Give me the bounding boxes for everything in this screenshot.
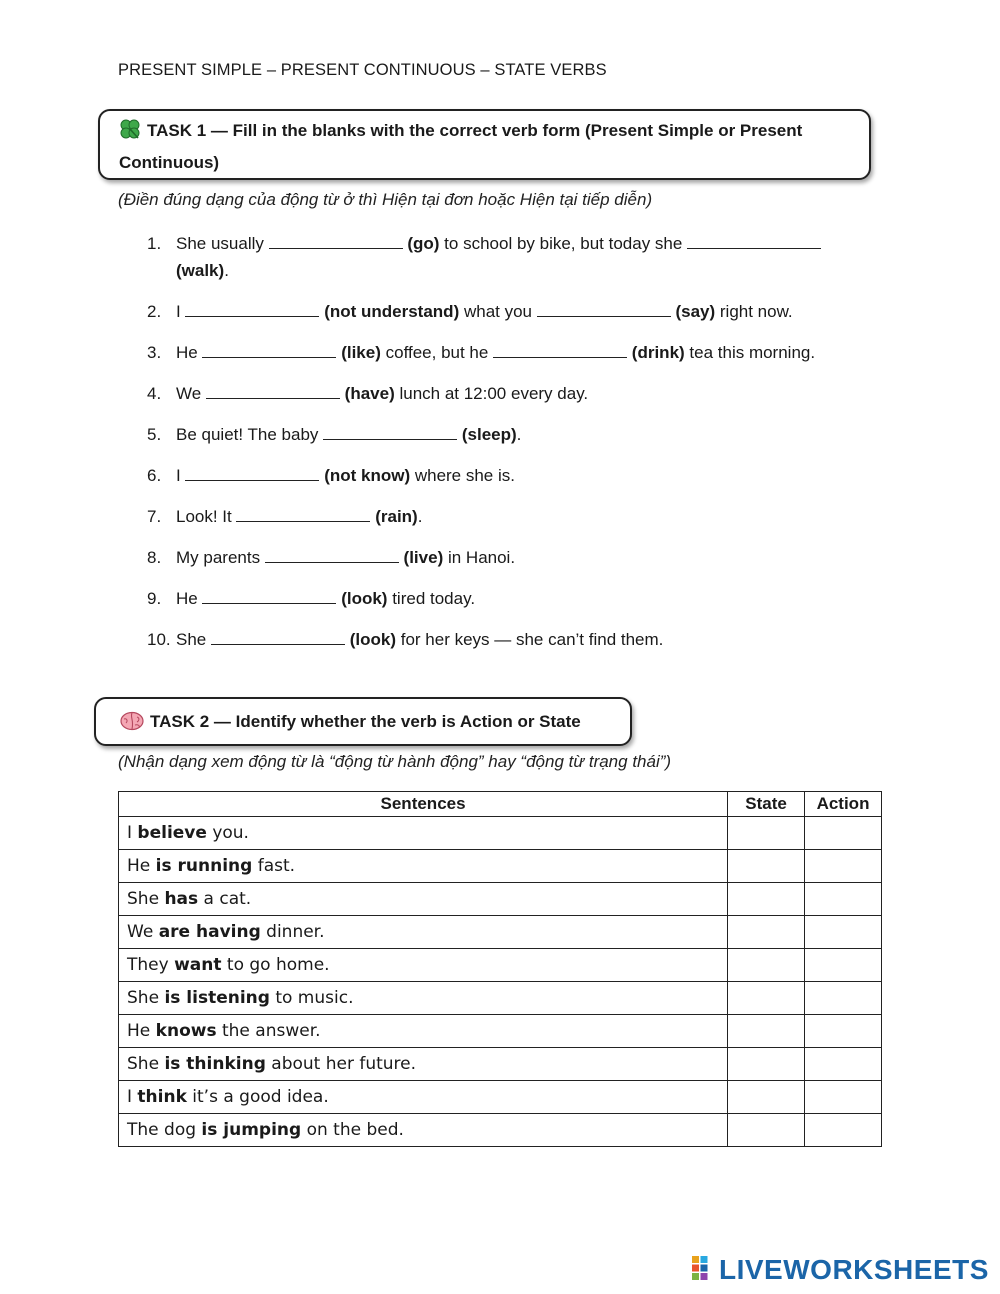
exercise-text: tea this morning.	[684, 343, 816, 362]
exercise-text: Be quiet! The baby	[176, 425, 324, 444]
sentence-cell	[119, 817, 728, 850]
answer-blank[interactable]	[211, 627, 345, 645]
verb-hint: (look)	[349, 630, 396, 649]
exercise-text: .	[516, 425, 522, 444]
answer-blank[interactable]	[185, 299, 319, 317]
exercise-text: She	[176, 630, 211, 649]
answer-blank[interactable]	[202, 586, 336, 604]
answer-blank[interactable]	[323, 422, 457, 440]
exercise-item	[147, 421, 867, 448]
state-answer-cell[interactable]	[728, 850, 805, 883]
exercise-item	[147, 585, 867, 612]
sentence-text: The dog	[127, 1120, 202, 1140]
exercise-text: coffee, but he	[380, 343, 494, 362]
action-answer-cell[interactable]	[805, 1048, 882, 1081]
exercise-number: 3.	[147, 343, 162, 362]
verb-hint: (have)	[344, 384, 395, 403]
answer-blank[interactable]	[265, 545, 399, 563]
verb-hint: (say)	[675, 302, 716, 321]
exercise-item	[147, 462, 867, 489]
task1-subtitle: (Điền đúng dạng của động từ ở thì Hiện tại đơn hoặc Hiện tại tiếp diễn)	[118, 190, 653, 209]
table-row	[119, 982, 882, 1015]
header-sentences: Sentences	[119, 792, 728, 817]
sentence-text: He	[127, 1021, 156, 1041]
table-row	[119, 916, 882, 949]
exercise-item	[147, 503, 867, 530]
action-answer-cell[interactable]	[805, 883, 882, 916]
sentence-text: She	[127, 988, 165, 1008]
sentence-text: I	[127, 823, 138, 843]
task1-heading: TASK 1 — Fill in the blanks with the correct verb form (Present Simple or Present Continuous)	[119, 121, 803, 172]
exercise-number: 9.	[147, 589, 162, 608]
page-title: PRESENT SIMPLE – PRESENT CONTINUOUS – STATE VERBS	[118, 61, 607, 79]
highlighted-verb: think	[137, 1087, 187, 1107]
state-answer-cell[interactable]	[728, 1048, 805, 1081]
exercise-text: right now.	[715, 302, 793, 321]
exercise-text: where she is.	[410, 466, 515, 485]
header-state: State	[728, 792, 805, 817]
action-answer-cell[interactable]	[805, 850, 882, 883]
exercise-text: I	[176, 302, 186, 321]
sentence-cell	[119, 982, 728, 1015]
exercise-text: .	[417, 507, 423, 526]
exercise-item	[147, 544, 867, 571]
verb-hint: (drink)	[631, 343, 685, 362]
exercise-number: 2.	[147, 302, 162, 321]
verb-hint: (not understand)	[324, 302, 460, 321]
answer-blank[interactable]	[202, 340, 336, 358]
exercise-text: in Hanoi.	[443, 548, 516, 567]
answer-blank[interactable]	[236, 504, 370, 522]
exercise-text: tired today.	[387, 589, 476, 608]
highlighted-verb: are having	[158, 922, 261, 942]
exercise-list	[147, 230, 867, 667]
task1-heading-box	[98, 109, 871, 180]
sentence-text: She	[127, 1054, 165, 1074]
highlighted-verb: want	[174, 955, 222, 975]
exercise-text: to school by bike, but today she	[439, 234, 688, 253]
highlighted-verb: is thinking	[164, 1054, 266, 1074]
verb-hint: (look)	[341, 589, 388, 608]
sentence-text: to go home.	[221, 955, 330, 975]
exercise-item	[147, 298, 867, 325]
table-row	[119, 850, 882, 883]
action-answer-cell[interactable]	[805, 1081, 882, 1114]
exercise-text: She usually	[176, 234, 269, 253]
state-answer-cell[interactable]	[728, 1081, 805, 1114]
exercise-item	[147, 339, 867, 366]
state-answer-cell[interactable]	[728, 949, 805, 982]
exercise-text: My parents	[176, 548, 265, 567]
sentence-text: a cat.	[198, 889, 252, 909]
exercise-text: .	[224, 261, 229, 280]
answer-blank[interactable]	[269, 231, 403, 249]
table-row	[119, 949, 882, 982]
action-answer-cell[interactable]	[805, 949, 882, 982]
task2-heading-box	[94, 697, 632, 746]
sentence-text: dinner.	[260, 922, 325, 942]
table-row	[119, 1048, 882, 1081]
exercise-number: 4.	[147, 384, 162, 403]
brain-icon	[120, 711, 144, 740]
exercise-number: 5.	[147, 425, 162, 444]
verb-hint: (walk)	[176, 261, 225, 280]
answer-blank[interactable]	[687, 231, 821, 249]
sentence-text: you.	[206, 823, 249, 843]
exercise-number: 6.	[147, 466, 162, 485]
highlighted-verb: is running	[155, 856, 253, 876]
answer-blank[interactable]	[493, 340, 627, 358]
sentence-text: They	[127, 955, 175, 975]
exercise-text: Look! It	[176, 507, 237, 526]
table-row	[119, 817, 882, 850]
header-action: Action	[805, 792, 882, 817]
exercise-number: 1.	[147, 234, 162, 253]
sentence-text: the answer.	[216, 1021, 321, 1041]
state-answer-cell[interactable]	[728, 817, 805, 850]
liveworksheets-logo	[692, 1256, 989, 1284]
exercise-text: He	[176, 343, 203, 362]
liveworksheets-logo-text: LIVEWORKSHEETS	[719, 1254, 989, 1285]
sentence-cell	[119, 1015, 728, 1048]
sentence-cell	[119, 883, 728, 916]
sentence-cell	[119, 1114, 728, 1147]
sentence-text: about her future.	[265, 1054, 417, 1074]
state-answer-cell[interactable]	[728, 982, 805, 1015]
action-answer-cell[interactable]	[805, 1015, 882, 1048]
state-answer-cell[interactable]	[728, 1015, 805, 1048]
action-answer-cell[interactable]	[805, 982, 882, 1015]
exercise-text: He	[176, 589, 203, 608]
sentence-text: He	[127, 856, 156, 876]
exercise-text: for her keys — she can’t find them.	[396, 630, 664, 649]
sentence-text: I	[127, 1087, 138, 1107]
verb-hint: (not know)	[324, 466, 411, 485]
answer-blank[interactable]	[537, 299, 671, 317]
sentence-text: She	[127, 889, 165, 909]
state-answer-cell[interactable]	[728, 883, 805, 916]
exercise-number: 8.	[147, 548, 162, 567]
verb-hint: (go)	[407, 234, 440, 253]
sentence-text: it’s a good idea.	[186, 1087, 329, 1107]
sentence-cell	[119, 1081, 728, 1114]
verb-hint: (like)	[341, 343, 381, 362]
action-answer-cell[interactable]	[805, 1114, 882, 1147]
answer-blank[interactable]	[185, 463, 319, 481]
sentence-text: to music.	[269, 988, 354, 1008]
table-row	[119, 1015, 882, 1048]
exercise-item	[147, 626, 867, 653]
highlighted-verb: is listening	[164, 988, 270, 1008]
table-row	[119, 1081, 882, 1114]
exercise-text: lunch at 12:00 every day.	[394, 384, 589, 403]
table-row	[119, 883, 882, 916]
verb-classification-table	[118, 791, 882, 1147]
state-answer-cell[interactable]	[728, 916, 805, 949]
exercise-text	[821, 234, 826, 253]
action-answer-cell[interactable]	[805, 817, 882, 850]
verb-hint: (live)	[403, 548, 444, 567]
sentence-text: We	[127, 922, 159, 942]
sentence-cell	[119, 949, 728, 982]
verb-hint: (rain)	[375, 507, 418, 526]
sentence-cell	[119, 1048, 728, 1081]
exercise-item	[147, 230, 867, 284]
highlighted-verb: has	[164, 889, 199, 909]
highlighted-verb: believe	[137, 823, 207, 843]
highlighted-verb: knows	[155, 1021, 217, 1041]
task2-subtitle: (Nhận dạng xem động từ là “động từ hành động” hay “động từ trạng thái”)	[118, 752, 672, 771]
sentence-text: on the bed.	[301, 1120, 404, 1140]
clover-icon	[119, 118, 141, 149]
answer-blank[interactable]	[206, 381, 340, 399]
sentence-cell	[119, 916, 728, 949]
action-answer-cell[interactable]	[805, 916, 882, 949]
exercise-number: 7.	[147, 507, 162, 526]
liveworksheets-logo-icon	[692, 1256, 716, 1285]
state-answer-cell[interactable]	[728, 1114, 805, 1147]
table-row	[119, 1114, 882, 1147]
task2-heading: TASK 2 — Identify whether the verb is Action or State	[150, 712, 581, 731]
exercise-text: We	[176, 384, 206, 403]
sentence-cell	[119, 850, 728, 883]
exercise-text: what you	[459, 302, 537, 321]
table-header-row	[119, 792, 882, 817]
exercise-number: 10.	[147, 630, 171, 649]
verb-hint: (sleep)	[461, 425, 517, 444]
highlighted-verb: is jumping	[201, 1120, 302, 1140]
sentence-text: fast.	[252, 856, 296, 876]
exercise-item	[147, 380, 867, 407]
exercise-text: I	[176, 466, 186, 485]
